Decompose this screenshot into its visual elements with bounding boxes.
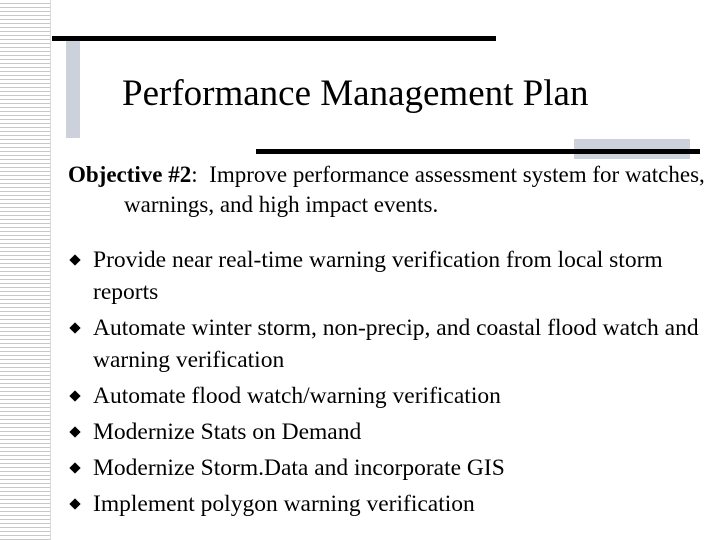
bullet-list xyxy=(70,244,700,524)
objective-paragraph xyxy=(68,160,720,220)
diamond-bullet-icon xyxy=(69,254,80,265)
bullet-text: Modernize Stats on Demand xyxy=(93,419,362,445)
bullet-text: Implement polygon warning verification xyxy=(93,491,475,517)
list-item xyxy=(70,452,700,484)
list-item xyxy=(70,380,700,412)
diamond-bullet-icon xyxy=(69,322,80,333)
title-top-rule xyxy=(52,36,496,41)
objective-separator: : xyxy=(191,162,210,187)
bullet-text: Modernize Storm.Data and incorporate GIS xyxy=(93,455,505,481)
title-bottom-rule xyxy=(256,149,700,154)
striped-sidebar xyxy=(0,0,51,540)
diamond-bullet-icon xyxy=(69,390,80,401)
list-item xyxy=(70,312,700,376)
list-item xyxy=(70,416,700,448)
diamond-bullet-icon xyxy=(69,498,80,509)
bullet-text: Provide near real-time warning verification from local storm reports xyxy=(93,247,663,305)
list-item xyxy=(70,244,700,308)
bullet-text: Automate winter storm, non-precip, and coastal flood watch and warning verification xyxy=(93,315,699,373)
title-accent-block xyxy=(66,38,80,138)
objective-text: Improve performance assessment system for watches, warnings, and high impact events. xyxy=(124,162,705,217)
bullet-text: Automate flood watch/warning verification xyxy=(93,383,501,409)
list-item xyxy=(70,488,700,520)
diamond-bullet-icon xyxy=(69,426,80,437)
diamond-bullet-icon xyxy=(69,462,80,473)
objective-label: Objective #2 xyxy=(68,162,192,187)
slide-title: Performance Management Plan xyxy=(122,73,589,114)
